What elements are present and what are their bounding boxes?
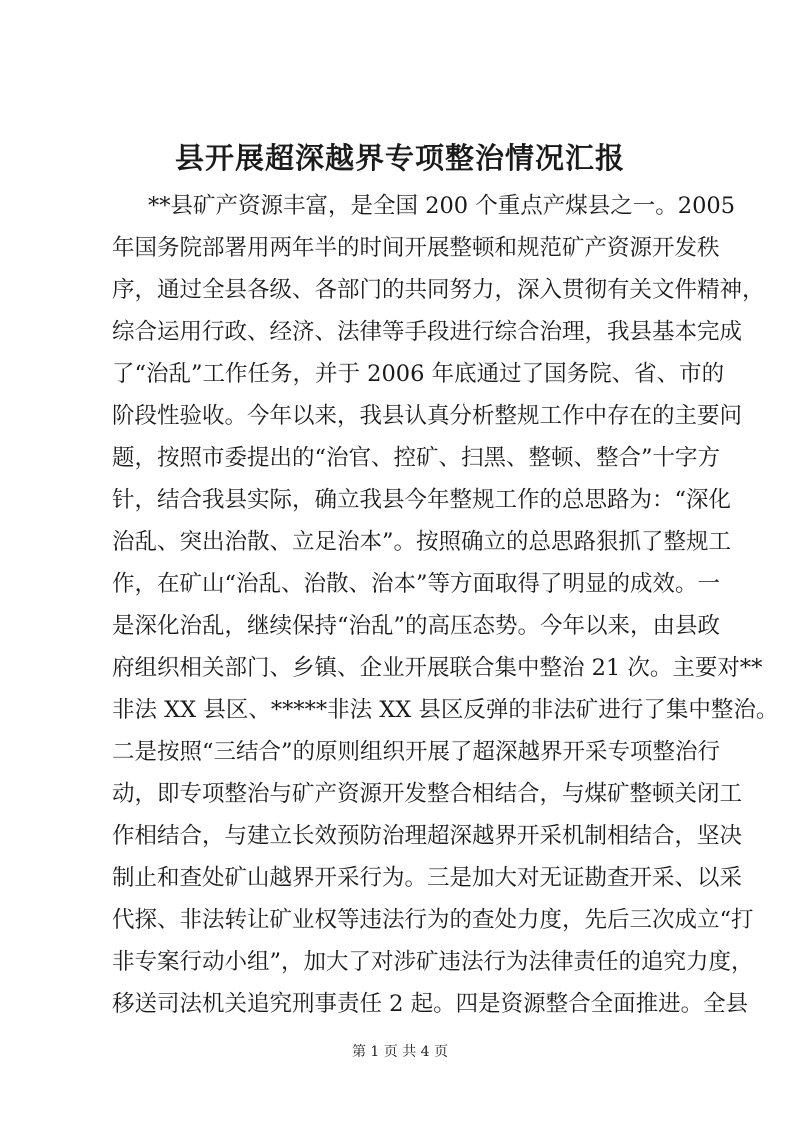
body-line: 针，结合我县实际，确立我县今年整规工作的总思路为：“深化 (112, 487, 732, 513)
page-number: 第 1 页 共 4 页 (351, 1044, 449, 1060)
document-body (112, 185, 779, 1025)
body-line: 动，即专项整治与矿产资源开发整合相结合，与煤矿整顿关闭工 (112, 781, 743, 807)
body-line: 序，通过全县各级、各部门的共同努力，深入贯彻有关文件精神， (112, 277, 765, 303)
body-line: 题，按照市委提出的“治官、控矿、扫黑、整顿、整合”十字方 (112, 445, 721, 471)
body-line: 非专案行动小组”，加大了对涉矿违法行为法律责任的追究力度， (112, 949, 754, 975)
body-line: 制止和查处矿山越界开采行为。三是加大对无证勘查开采、以采 (112, 865, 743, 891)
body-line: 非法 XX 县区、*****非法 XX 县区反弹的非法矿进行了集中整治。 (112, 697, 779, 723)
body-line: 了“治乱”工作任务，并于 2006 年底通过了国务院、省、市的 (112, 361, 725, 387)
body-line: 作，在矿山“治乱、治散、治本”等方面取得了明显的成效。一 (112, 571, 721, 597)
body-line: 治乱、突出治散、立足治本”。按照确立的总思路狠抓了整规工 (112, 529, 732, 555)
body-line: 二是按照“三结合”的原则组织开展了超深越界开采专项整治行 (112, 739, 721, 765)
body-line: 作相结合，与建立长效预防治理超深越界开采机制相结合，坚决 (112, 823, 743, 849)
body-line: 代探、非法转让矿业权等违法行为的查处力度，先后三次成立“打 (112, 907, 754, 933)
body-line: **县矿产资源丰富，是全国 200 个重点产煤县之一。2005 (148, 193, 736, 219)
body-line: 年国务院部署用两年半的时间开展整顿和规范矿产资源开发秩 (112, 235, 720, 261)
body-line: 移送司法机关追究刑事责任 2 起。四是资源整合全面推进。全县 (112, 991, 749, 1017)
body-line: 是深化治乱，继续保持“治乱”的高压态势。今年以来，由县政 (112, 613, 721, 639)
body-line: 综合运用行政、经济、法律等手段进行综合治理，我县基本完成 (112, 319, 743, 345)
document-title: 县开展超深越界专项整治情况汇报 (174, 141, 625, 175)
body-line: 府组织相关部门、乡镇、企业开展联合集中整治 21 次。主要对** (112, 655, 763, 681)
body-line: 阶段性验收。今年以来，我县认真分析整规工作中存在的主要问 (112, 403, 743, 429)
